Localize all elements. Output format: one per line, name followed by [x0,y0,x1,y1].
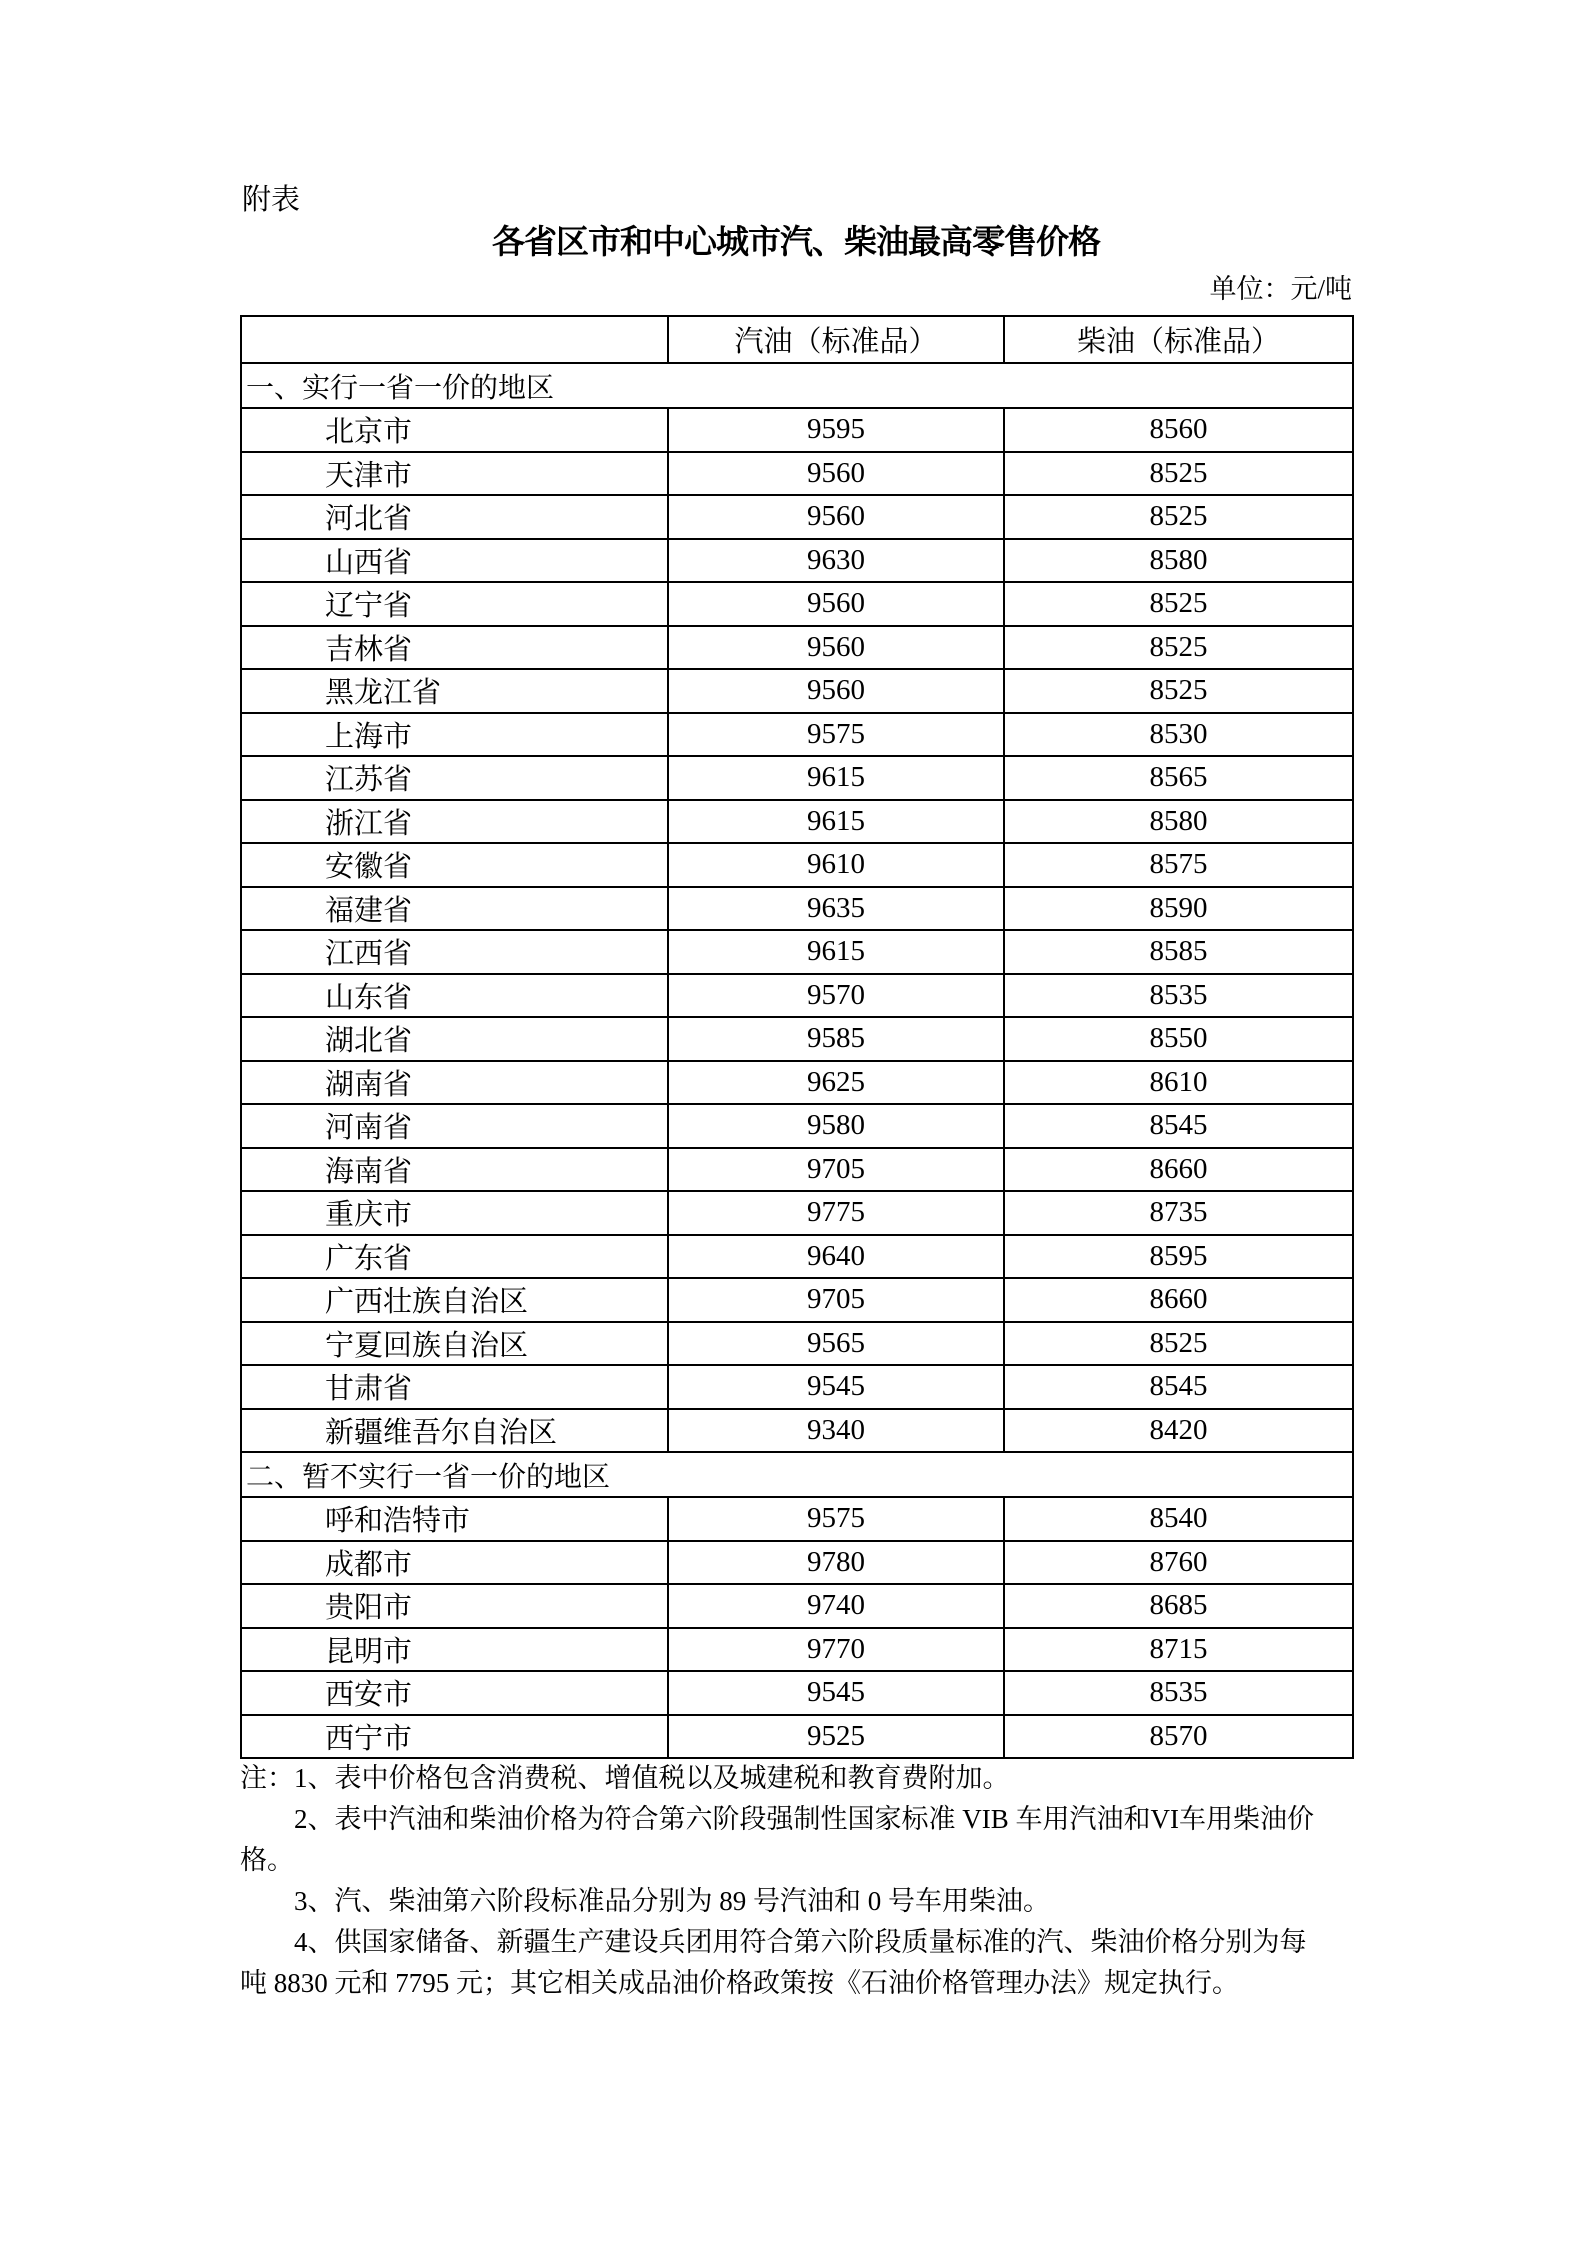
region-cell: 贵阳市 [241,1584,668,1628]
region-cell: 天津市 [241,452,668,496]
diesel-price-cell: 8525 [1004,1322,1353,1366]
table-row [241,1715,1353,1759]
diesel-price-cell: 8535 [1004,1671,1353,1715]
diesel-price-cell: 8585 [1004,930,1353,974]
region-cell: 北京市 [241,408,668,452]
gasoline-price-cell: 9560 [668,452,1004,496]
table-row [241,1541,1353,1585]
diesel-price-cell: 8525 [1004,452,1353,496]
diesel-price-cell: 8760 [1004,1541,1353,1585]
table-row [241,1322,1353,1366]
region-cell: 西宁市 [241,1715,668,1759]
gasoline-price-cell: 9630 [668,539,1004,583]
header-diesel-cell: 柴油（标准品） [1004,316,1353,363]
region-cell: 安徽省 [241,843,668,887]
diesel-price-cell: 8735 [1004,1191,1353,1235]
table-row [241,756,1353,800]
region-cell: 重庆市 [241,1191,668,1235]
gasoline-price-cell: 9740 [668,1584,1004,1628]
gasoline-price-cell: 9580 [668,1104,1004,1148]
region-cell: 河南省 [241,1104,668,1148]
region-cell: 广西壮族自治区 [241,1278,668,1322]
gasoline-price-cell: 9595 [668,408,1004,452]
table-row [241,930,1353,974]
table-row [241,1409,1353,1453]
note-line: 3、汽、柴油第六阶段标准品分别为 89 号汽油和 0 号车用柴油。 [294,1886,1050,1916]
region-cell: 宁夏回族自治区 [241,1322,668,1366]
gasoline-price-cell: 9615 [668,800,1004,844]
section-header-row [241,363,1353,408]
region-cell: 昆明市 [241,1628,668,1672]
note-line: 2、表中汽油和柴油价格为符合第六阶段强制性国家标准 VIB 车用汽油和VI车用柴油价 [294,1804,1314,1834]
diesel-price-cell: 8595 [1004,1235,1353,1279]
table-row [241,539,1353,583]
gasoline-price-cell: 9705 [668,1278,1004,1322]
note-line: 格。 [240,1845,294,1875]
gasoline-price-cell: 9610 [668,843,1004,887]
region-cell: 江西省 [241,930,668,974]
region-cell: 呼和浩特市 [241,1497,668,1541]
notes-block [240,1758,1370,2004]
gasoline-price-cell: 9560 [668,495,1004,539]
diesel-price-cell: 8590 [1004,887,1353,931]
table-row [241,1235,1353,1279]
gasoline-price-cell: 9575 [668,713,1004,757]
table-row [241,887,1353,931]
diesel-price-cell: 8550 [1004,1017,1353,1061]
table-row [241,800,1353,844]
section-header-cell: 一、实行一省一价的地区 [241,363,1353,408]
price-table [240,315,1354,1759]
diesel-price-cell: 8525 [1004,582,1353,626]
gasoline-price-cell: 9560 [668,669,1004,713]
table-row [241,1497,1353,1541]
diesel-price-cell: 8580 [1004,539,1353,583]
table-header-row [241,316,1353,363]
header-region-cell [241,316,668,363]
note-line: 注：1、表中价格包含消费税、增值税以及城建税和教育费附加。 [240,1763,1010,1793]
diesel-price-cell: 8420 [1004,1409,1353,1453]
region-cell: 黑龙江省 [241,669,668,713]
diesel-price-cell: 8530 [1004,713,1353,757]
table-row [241,452,1353,496]
table-row [241,582,1353,626]
region-cell: 西安市 [241,1671,668,1715]
gasoline-price-cell: 9560 [668,582,1004,626]
diesel-price-cell: 8540 [1004,1497,1353,1541]
diesel-price-cell: 8685 [1004,1584,1353,1628]
note-line: 吨 8830 元和 7795 元；其它相关成品油价格政策按《石油价格管理办法》规定执行。 [240,1968,1239,1998]
note-line: 4、供国家储备、新疆生产建设兵团用符合第六阶段质量标准的汽、柴油价格分别为每 [294,1927,1307,1957]
region-cell: 海南省 [241,1148,668,1192]
diesel-price-cell: 8570 [1004,1715,1353,1759]
gasoline-price-cell: 9625 [668,1061,1004,1105]
diesel-price-cell: 8545 [1004,1365,1353,1409]
section-header-row [241,1452,1353,1497]
diesel-price-cell: 8610 [1004,1061,1353,1105]
gasoline-price-cell: 9705 [668,1148,1004,1192]
gasoline-price-cell: 9570 [668,974,1004,1018]
diesel-price-cell: 8525 [1004,495,1353,539]
region-cell: 辽宁省 [241,582,668,626]
diesel-price-cell: 8535 [1004,974,1353,1018]
region-cell: 山西省 [241,539,668,583]
region-cell: 成都市 [241,1541,668,1585]
diesel-price-cell: 8525 [1004,626,1353,670]
table-row [241,495,1353,539]
gasoline-price-cell: 9615 [668,930,1004,974]
region-cell: 福建省 [241,887,668,931]
table-row [241,713,1353,757]
table-row [241,1584,1353,1628]
gasoline-price-cell: 9640 [668,1235,1004,1279]
table-row [241,1061,1353,1105]
diesel-price-cell: 8525 [1004,669,1353,713]
table-row [241,1365,1353,1409]
gasoline-price-cell: 9615 [668,756,1004,800]
page-title: 各省区市和中心城市汽、柴油最高零售价格 [492,225,1100,261]
unit-label: 单位：元/吨 [1209,274,1352,304]
gasoline-price-cell: 9770 [668,1628,1004,1672]
region-cell: 湖北省 [241,1017,668,1061]
diesel-price-cell: 8545 [1004,1104,1353,1148]
gasoline-price-cell: 9575 [668,1497,1004,1541]
region-cell: 新疆维吾尔自治区 [241,1409,668,1453]
region-cell: 河北省 [241,495,668,539]
region-cell: 浙江省 [241,800,668,844]
table-row [241,1671,1353,1715]
gasoline-price-cell: 9560 [668,626,1004,670]
gasoline-price-cell: 9585 [668,1017,1004,1061]
header-gasoline-cell: 汽油（标准品） [668,316,1004,363]
gasoline-price-cell: 9545 [668,1365,1004,1409]
section-header-cell: 二、暂不实行一省一价的地区 [241,1452,1353,1497]
region-cell: 甘肃省 [241,1365,668,1409]
table-row [241,1191,1353,1235]
gasoline-price-cell: 9565 [668,1322,1004,1366]
diesel-price-cell: 8575 [1004,843,1353,887]
table-row [241,843,1353,887]
diesel-price-cell: 8560 [1004,408,1353,452]
table-row [241,1017,1353,1061]
gasoline-price-cell: 9525 [668,1715,1004,1759]
gasoline-price-cell: 9775 [668,1191,1004,1235]
region-cell: 湖南省 [241,1061,668,1105]
table-row [241,1278,1353,1322]
gasoline-price-cell: 9340 [668,1409,1004,1453]
diesel-price-cell: 8580 [1004,800,1353,844]
gasoline-price-cell: 9545 [668,1671,1004,1715]
table-row [241,1104,1353,1148]
region-cell: 广东省 [241,1235,668,1279]
gasoline-price-cell: 9635 [668,887,1004,931]
region-cell: 山东省 [241,974,668,1018]
price-table-body [241,316,1353,1758]
diesel-price-cell: 8715 [1004,1628,1353,1672]
diesel-price-cell: 8660 [1004,1278,1353,1322]
table-row [241,1148,1353,1192]
table-row [241,626,1353,670]
region-cell: 上海市 [241,713,668,757]
table-row [241,408,1353,452]
region-cell: 吉林省 [241,626,668,670]
diesel-price-cell: 8660 [1004,1148,1353,1192]
gasoline-price-cell: 9780 [668,1541,1004,1585]
attachment-label: 附表 [242,184,301,216]
table-row [241,669,1353,713]
diesel-price-cell: 8565 [1004,756,1353,800]
table-row [241,974,1353,1018]
region-cell: 江苏省 [241,756,668,800]
table-row [241,1628,1353,1672]
